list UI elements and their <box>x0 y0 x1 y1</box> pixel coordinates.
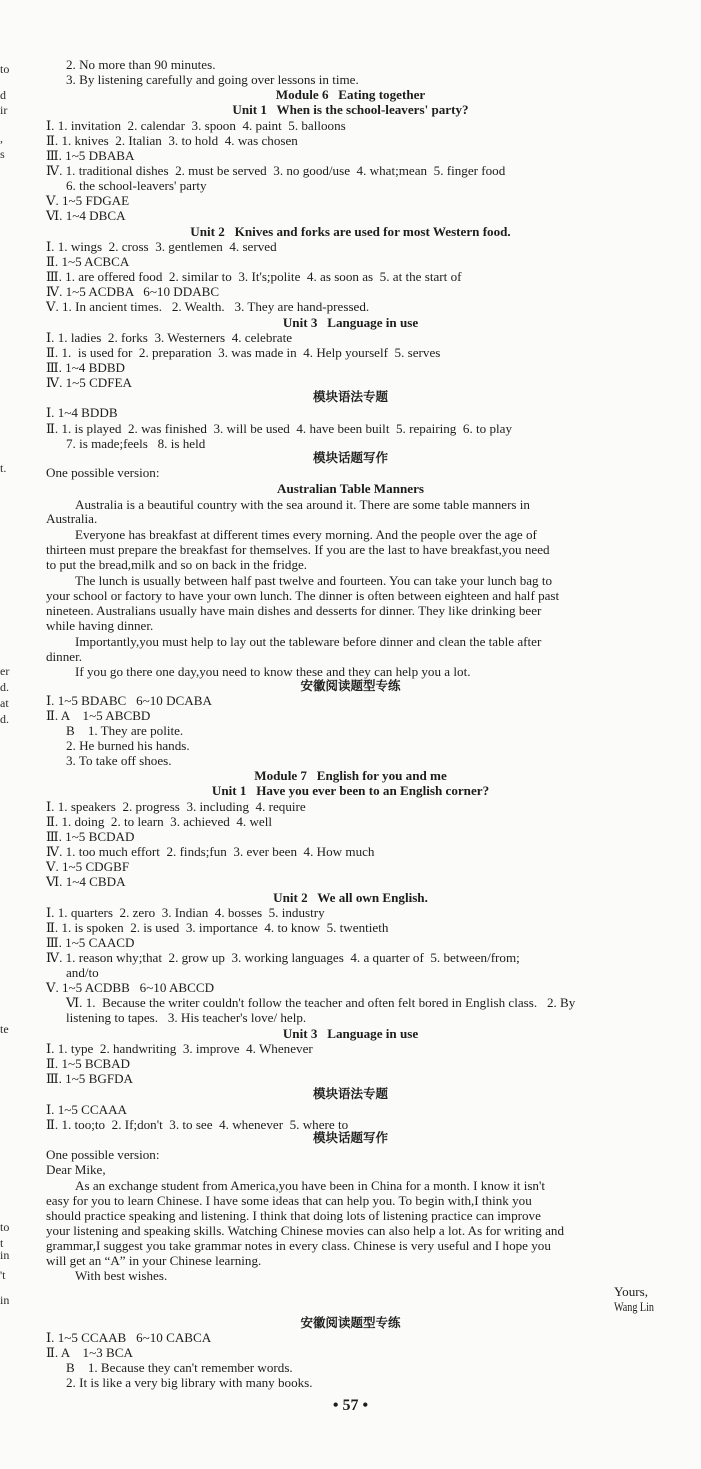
answer-line: Ⅴ. 1. In ancient times. 2. Wealth. 3. They are hand-pressed. <box>46 299 370 314</box>
answer-line: Ⅲ. 1. are offered food 2. similar to 3. It's;polite 4. as soon as 5. at the start of <box>46 269 462 284</box>
answer-line: Importantly,you must help to lay out the tableware before dinner and clean the table after <box>75 634 542 649</box>
answer-line: 3. By listening carefully and going over lessons in time. <box>66 72 359 87</box>
answer-line: and/to <box>66 965 99 980</box>
answer-line: Ⅲ. 1~5 BCDAD <box>46 829 135 844</box>
answer-line: Ⅰ. 1~5 BDABC 6~10 DCABA <box>46 693 212 708</box>
answer-line: Ⅰ. 1. ladies 2. forks 3. Westerners 4. celebrate <box>46 330 293 345</box>
section-heading: 模块语法专题 <box>312 389 388 404</box>
answer-line: Ⅰ. 1. type 2. handwriting 3. improve 4. Whenever <box>46 1041 313 1056</box>
section-heading: Module 7 English for you and me <box>254 768 447 783</box>
answer-line: Ⅵ. 1~4 CBDA <box>46 874 126 889</box>
gutter-fragment: s <box>0 147 5 161</box>
answer-line: 2. It is like a very big library with many books. <box>66 1375 313 1390</box>
answer-line: to put the bread,milk and so on back in the fridge. <box>46 557 308 572</box>
section-heading: 模块语法专题 <box>312 1086 388 1101</box>
answer-line: Ⅲ. 1~5 CAACD <box>46 935 135 950</box>
answer-line: If you go there one day,you need to know these and they can help you a lot. <box>75 664 471 679</box>
answer-line: One possible version: <box>46 465 160 480</box>
answer-line: Ⅰ. 1~5 CCAAB 6~10 CABCA <box>46 1330 212 1345</box>
answer-line: Ⅲ. 1~4 BDBD <box>46 360 126 375</box>
answer-line: nineteen. Australians usually have main dishes and desserts for dinner. They like drinking beer <box>46 603 542 618</box>
answer-line: easy for you to learn Chinese. I have some ideas that can help you. To begin with,I think you <box>46 1193 532 1208</box>
section-heading: Unit 3 Language in use <box>282 315 419 330</box>
answer-line: listening to tapes. 3. His teacher's love/ help. <box>66 1010 307 1025</box>
gutter-fragment: d <box>0 88 6 102</box>
section-heading: 安徽阅读题型专练 <box>300 1315 401 1330</box>
gutter-fragment: d. <box>0 680 9 694</box>
answer-line: Ⅳ. 1. traditional dishes 2. must be served 3. no good/use 4. what;mean 5. finger food <box>46 163 506 178</box>
answer-line: 2. No more than 90 minutes. <box>66 57 216 72</box>
answer-line: thirteen must prepare the breakfast for themselves. If you are the last to have breakfast,you need <box>46 542 550 557</box>
answer-line: Ⅱ. 1~5 ACBCA <box>46 254 130 269</box>
answer-line: Ⅱ. A 1~3 BCA <box>46 1345 133 1360</box>
answer-line: while having dinner. <box>46 618 154 633</box>
answer-line: Australia is a beautiful country with the sea around it. There are some table manners in <box>75 497 530 512</box>
answer-line: With best wishes. <box>75 1268 168 1283</box>
gutter-fragment: ir <box>0 103 8 117</box>
answer-line: The lunch is usually between half past twelve and fourteen. You can take your lunch bag to <box>75 573 553 588</box>
gutter-fragment: er <box>0 664 10 678</box>
answer-line: Ⅵ. 1. Because the writer couldn't follow the teacher and often felt bored in English class. 2. By <box>66 995 576 1010</box>
answer-line: Ⅳ. 1. reason why;that 2. grow up 3. working languages 4. a quarter of 5. between/from; <box>46 950 520 965</box>
answer-line: Yours, <box>614 1284 648 1299</box>
answer-line: Ⅱ. 1. is used for 2. preparation 3. was made in 4. Help yourself 5. serves <box>46 345 441 360</box>
answer-line: Ⅳ. 1. too much effort 2. finds;fun 3. ever been 4. How much <box>46 844 375 859</box>
answer-line: Ⅱ. A 1~5 ABCBD <box>46 708 151 723</box>
answer-line: dinner. <box>46 649 83 664</box>
answer-line: B 1. They are polite. <box>66 723 184 738</box>
answer-line: Ⅲ. 1~5 BGFDA <box>46 1071 134 1086</box>
answer-line: Ⅴ. 1~5 FDGAE <box>46 193 130 208</box>
answer-line: 7. is made;feels 8. is held <box>66 436 206 451</box>
answer-line: Dear Mike, <box>46 1162 106 1177</box>
gutter-fragment: t. <box>0 461 7 475</box>
answer-line: Ⅰ. 1. speakers 2. progress 3. including 4. require <box>46 799 306 814</box>
gutter-fragment: te <box>0 1022 9 1036</box>
gutter-fragment: to <box>0 62 10 76</box>
answer-line: should practice speaking and listening. I think that doing lots of listening practice can improve <box>46 1208 541 1223</box>
answer-line: Ⅱ. 1. is spoken 2. is used 3. importance 4. to know 5. twentieth <box>46 920 389 935</box>
answer-line: Ⅱ. 1. doing 2. to learn 3. achieved 4. well <box>46 814 272 829</box>
gutter-fragment: in <box>0 1248 10 1262</box>
answer-line: As an exchange student from America,you have been in China for a month. I know it isn't <box>75 1178 545 1193</box>
gutter-fragment: in <box>0 1293 10 1307</box>
section-heading: 模块话题写作 <box>312 1130 388 1145</box>
answer-line: Ⅱ. 1. knives 2. Italian 3. to hold 4. was chosen <box>46 133 298 148</box>
answer-line: your listening and speaking skills. Watching Chinese movies can also help a lot. As for writing and <box>46 1223 565 1238</box>
gutter-fragment: 't <box>0 1268 6 1282</box>
gutter-fragment: d. <box>0 712 9 726</box>
answer-line: will get an “A” in your Chinese learning. <box>46 1253 262 1268</box>
section-heading: Unit 1 Have you ever been to an English corner? <box>211 783 490 798</box>
answer-line: Ⅱ. 1~5 BCBAD <box>46 1056 131 1071</box>
section-heading: Unit 2 Knives and forks are used for most Western food. <box>190 224 511 239</box>
gutter-fragment: , <box>0 131 3 145</box>
section-heading: Module 6 Eating together <box>275 87 426 102</box>
page-number: • 57 • <box>332 1397 369 1414</box>
answer-line: Ⅰ. 1~4 BDDB <box>46 405 118 420</box>
answer-line: Everyone has breakfast at different times every morning. And the people over the age of <box>75 527 537 542</box>
answer-line: Ⅳ. 1~5 CDFEA <box>46 375 133 390</box>
section-heading: Australian Table Manners <box>277 481 424 496</box>
answer-line: 6. the school-leavers' party <box>66 178 207 193</box>
answer-line: Ⅰ. 1. invitation 2. calendar 3. spoon 4. paint 5. balloons <box>46 118 346 133</box>
answer-line: Ⅰ. 1. wings 2. cross 3. gentlemen 4. served <box>46 239 277 254</box>
answer-line: grammar,I suggest you take grammar notes in every class. Chinese is very useful and I hope you <box>46 1238 551 1253</box>
answer-line: Ⅲ. 1~5 DBABA <box>46 148 135 163</box>
answer-line: Wang Lin <box>614 1299 654 1314</box>
answer-line: B 1. Because they can't remember words. <box>66 1360 293 1375</box>
answer-line: Ⅰ. 1. quarters 2. zero 3. Indian 4. bosses 5. industry <box>46 905 325 920</box>
answer-line: 3. To take off shoes. <box>66 753 172 768</box>
answer-line: Ⅵ. 1~4 DBCA <box>46 208 126 223</box>
answer-line: Ⅴ. 1~5 ACDBB 6~10 ABCCD <box>46 980 215 995</box>
answer-line: Ⅱ. 1. is played 2. was finished 3. will be used 4. have been built 5. repairing 6. to play <box>46 421 512 436</box>
answer-line: Ⅱ. 1. too;to 2. If;don't 3. to see 4. whenever 5. where to <box>46 1117 349 1132</box>
section-heading: 安徽阅读题型专练 <box>300 678 401 693</box>
answer-line: 2. He burned his hands. <box>66 738 190 753</box>
answer-line: Ⅳ. 1~5 ACDBA 6~10 DDABC <box>46 284 220 299</box>
answer-line: Ⅰ. 1~5 CCAAA <box>46 1102 128 1117</box>
answer-line: Australia. <box>46 511 98 526</box>
section-heading: 模块话题写作 <box>312 450 388 465</box>
gutter-fragment: to <box>0 1220 10 1234</box>
gutter-fragment: at <box>0 696 9 710</box>
gutter-fragment: t <box>0 1236 4 1250</box>
answer-line: Ⅴ. 1~5 CDGBF <box>46 859 130 874</box>
section-heading: Unit 3 Language in use <box>282 1026 419 1041</box>
answer-line: your school or factory to have your own lunch. The dinner is often between eighteen and half past <box>46 588 560 603</box>
section-heading: Unit 2 We all own English. <box>273 890 428 905</box>
section-heading: Unit 1 When is the school-leavers' party? <box>232 102 469 117</box>
answer-line: One possible version: <box>46 1147 160 1162</box>
